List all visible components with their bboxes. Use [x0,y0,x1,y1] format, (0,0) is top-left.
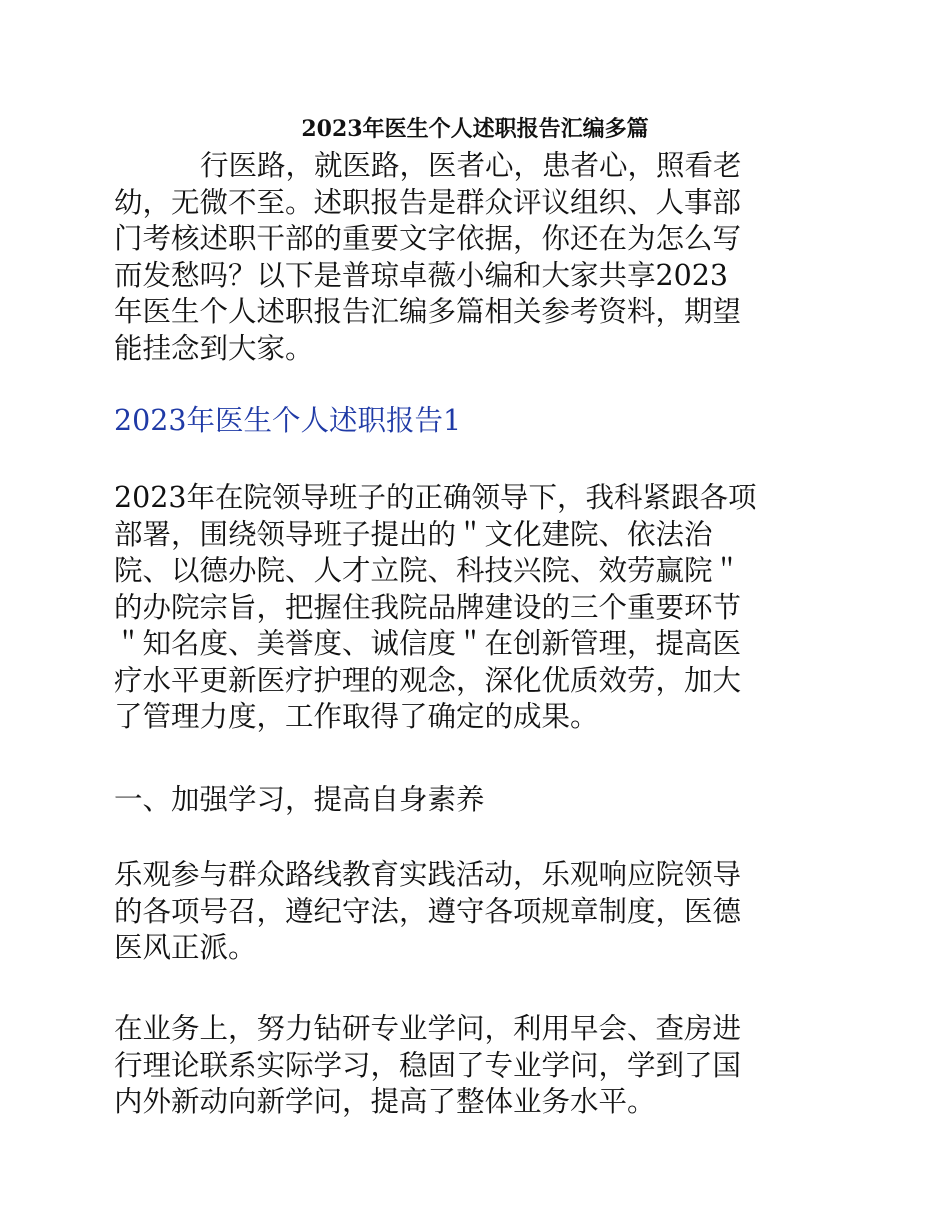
paragraph-line: 了管理力度，工作取得了确定的成果。 [114,700,599,733]
paragraph-line: 部署，围绕领导班子提出的＂文化建院、依法治 [114,517,713,551]
intro-line: 行医路，就医路，医者心，患者心，照看老 [200,149,742,182]
section-heading: 2023年医生个人述职报告1 [114,404,462,437]
subheading-1 [114,782,844,819]
intro-line: 年医生个人述职报告汇编多篇相关参考资料，期望 [114,295,742,328]
paragraph-line: 2023年在院领导班子的正确领导下，我科紧跟各项 [114,481,757,514]
intro-line: 门考核述职干部的重要文字依据，你还在为怎么写 [114,222,742,255]
paragraph-line: 在业务上，努力钻研专业学问，利用早会、查房进 [114,1012,742,1045]
intro-line: 而发愁吗？以下是普琼卓薇小编和大家共享2023 [114,258,729,292]
document-title: 2023年医生个人述职报告汇编多篇 [301,116,649,142]
paragraph-line: 疗水平更新医疗护理的观念，深化优质效劳，加大 [114,663,742,697]
intro-line: 幼，无微不至。述职报告是群众评议组织、人事部 [114,185,742,219]
paragraph-2 [114,857,844,967]
paragraph-1 [114,480,844,736]
paragraph-line: 内外新动向新学问，提高了整体业务水平。 [114,1085,656,1118]
paragraph-line: 院、以德办院、人才立院、科技兴院、效劳赢院＂ [114,554,742,587]
paragraph-line: 行理论联系实际学习，稳固了专业学问，学到了国 [114,1048,742,1082]
paragraph-line: 医风正派。 [114,931,257,964]
paragraph-3 [114,1011,844,1121]
paragraph-line: 的各项号召，遵纪守法，遵守各项规章制度，医德 [114,894,742,928]
paragraph-line: 乐观参与群众路线教育实践活动，乐观响应院领导 [114,858,742,891]
intro-line: 能挂念到大家。 [114,331,314,365]
paragraph-line: 的办院宗旨，把握住我院品牌建设的三个重要环节 [114,590,742,624]
paragraph-line: ＂知名度、美誉度、诚信度＂在创新管理，提高医 [114,627,742,660]
intro-paragraph [114,148,844,367]
subheading-text: 一、加强学习，提高自身素养 [114,783,485,816]
